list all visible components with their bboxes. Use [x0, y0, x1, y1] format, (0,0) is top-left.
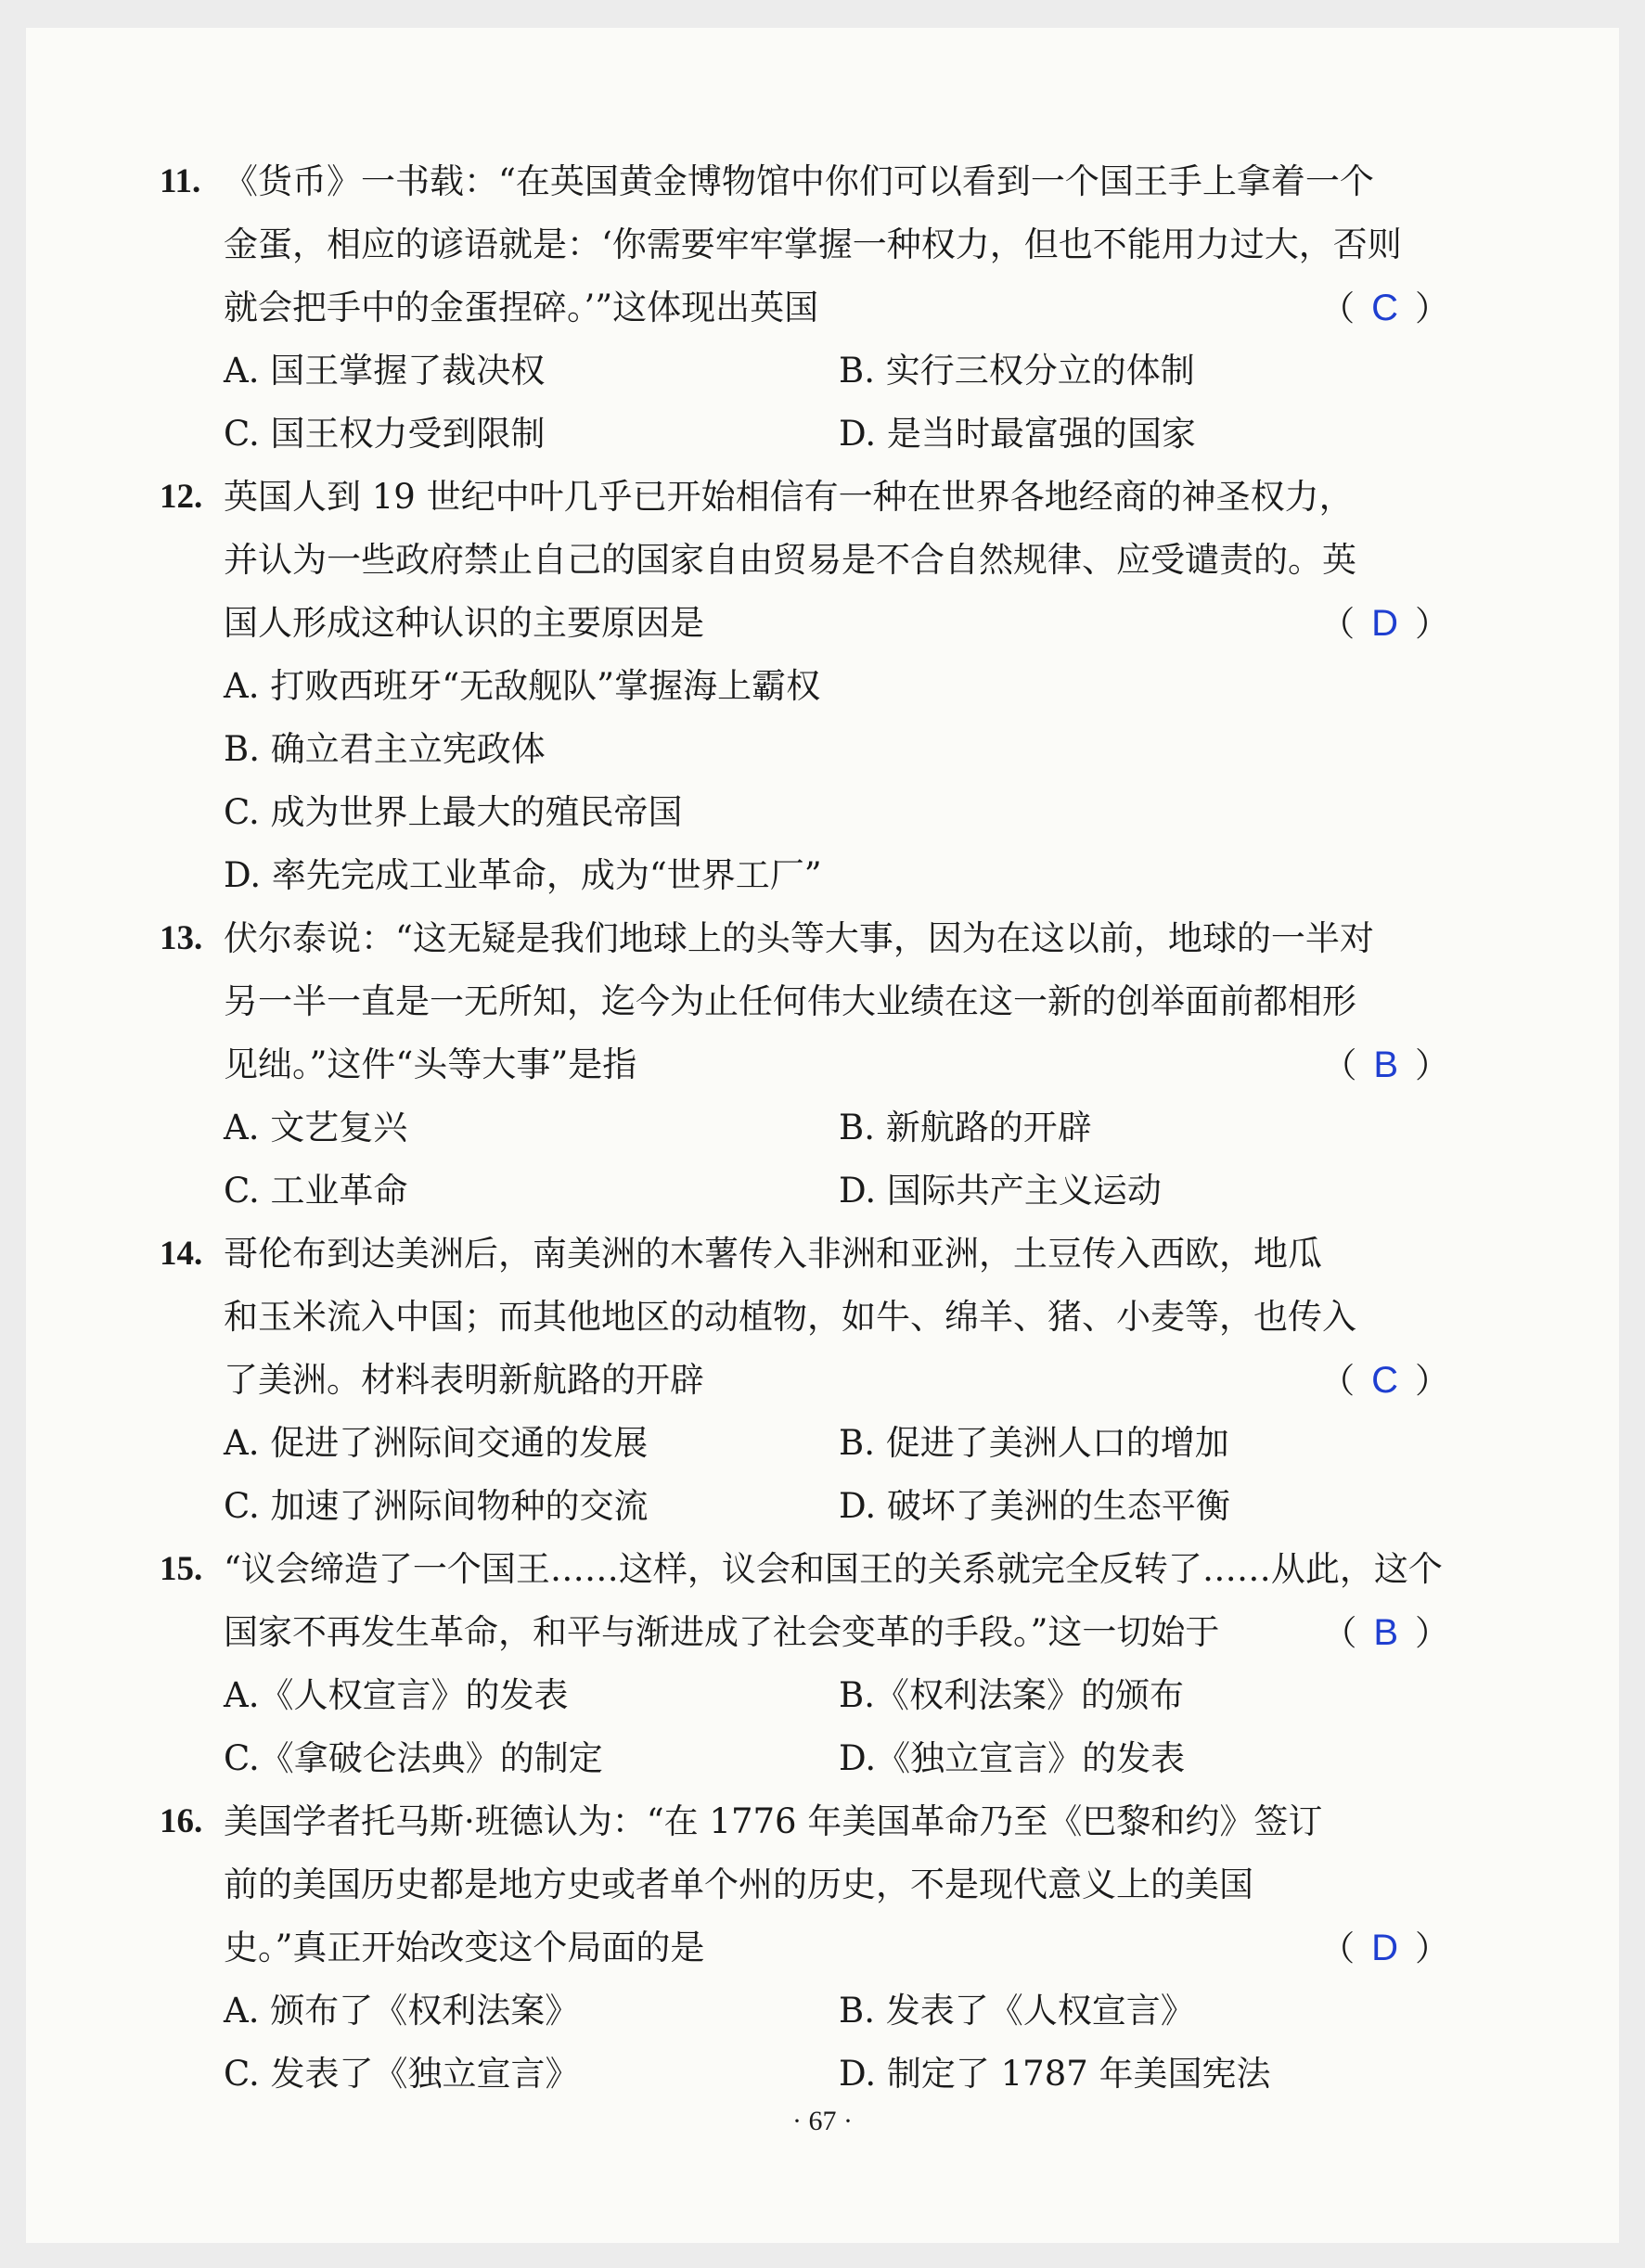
question-text-line: 和玉米流入中国；而其他地区的动植物，如牛、绵羊、猪、小麦等，也传入	[224, 1297, 1356, 1337]
page-number: · 67 ·	[792, 2106, 853, 2136]
option-d: D. 是当时最富强的国家	[839, 414, 1196, 454]
question-number: 16.	[160, 1802, 203, 1840]
option-b: B. 实行三权分立的体制	[839, 351, 1195, 391]
question-text-line: 就会把手中的金蛋捏碎。’”这体现出英国	[224, 288, 819, 327]
option-c: C. 发表了《独立宣言》	[224, 2054, 580, 2094]
question-text-line: 另一半一直是一无所知，迄今为止任何伟大业绩在这一新的创举面前都相形	[224, 981, 1356, 1021]
question-15	[160, 1538, 1449, 1790]
answer-box: （ D ）	[1320, 603, 1449, 644]
option-a: A. 打败西班牙“无敌舰队”掌握海上霸权	[224, 666, 821, 706]
option-c: C. 加速了洲际间物种的交流	[224, 1486, 649, 1526]
option-c: C. 成为世界上最大的殖民帝国	[224, 792, 683, 832]
question-text-line: 美国学者托马斯·班德认为：“在 1776 年美国革命乃至《巴黎和约》签订	[224, 1801, 1323, 1841]
option-b: B. 促进了美洲人口的增加	[839, 1423, 1229, 1463]
answer-box: （ C ）	[1320, 1360, 1449, 1401]
question-text-line: 见绌。”这件“头等大事”是指	[224, 1044, 637, 1084]
question-text-line: 了美洲。材料表明新航路的开辟	[224, 1360, 704, 1400]
option-d: D. 率先完成工业革命，成为“世界工厂”	[224, 855, 822, 895]
option-a: A. 国王掌握了裁决权	[224, 351, 546, 391]
option-c: C.《拿破仑法典》的制定	[224, 1738, 603, 1778]
answer-letter: B	[1373, 1612, 1398, 1653]
question-text-line: “议会缔造了一个国王……这样，议会和国王的关系就完全反转了……从此，这个	[224, 1549, 1443, 1589]
question-number: 13.	[160, 919, 203, 957]
question-number: 14.	[160, 1235, 203, 1273]
option-d: D. 制定了 1787 年美国宪法	[839, 2054, 1271, 2094]
question-text-line: 国人形成这种认识的主要原因是	[224, 603, 704, 643]
option-a: A. 颁布了《权利法案》	[224, 1991, 580, 2031]
option-d: D. 国际共产主义运动	[839, 1171, 1162, 1211]
question-text-line: 史。”真正开始改变这个局面的是	[224, 1928, 705, 1967]
question-text-line: 前的美国历史都是地方史或者单个州的历史，不是现代意义上的美国	[224, 1864, 1253, 1904]
option-b: B. 确立君主立宪政体	[224, 729, 546, 769]
answer-box: （ B ）	[1322, 1612, 1449, 1653]
option-b: B. 新航路的开辟	[839, 1108, 1092, 1147]
option-a: A. 促进了洲际间交通的发展	[224, 1423, 649, 1463]
question-number: 15.	[160, 1550, 203, 1588]
question-text-line: 哥伦布到达美洲后，南美洲的木薯传入非洲和亚洲，土豆传入西欧，地瓜	[224, 1234, 1322, 1274]
answer-letter: C	[1371, 288, 1398, 328]
option-c: C. 工业革命	[224, 1171, 408, 1211]
question-number: 11.	[160, 162, 201, 200]
question-11	[160, 150, 1449, 466]
answer-box: （ B ）	[1322, 1044, 1449, 1085]
answer-letter: B	[1373, 1044, 1398, 1085]
question-14	[160, 1223, 1449, 1538]
question-text-line: 伏尔泰说：“这无疑是我们地球上的头等大事，因为在这以前，地球的一半对	[224, 918, 1374, 958]
question-13	[160, 907, 1449, 1223]
answer-letter: C	[1371, 1360, 1398, 1401]
question-text-line: 英国人到 19 世纪中叶几乎已开始相信有一种在世界各地经商的神圣权力，	[224, 477, 1354, 517]
question-16	[160, 1790, 1449, 2106]
option-a: A.《人权宣言》的发表	[224, 1675, 569, 1715]
question-number: 12.	[160, 478, 203, 516]
option-d: D. 破坏了美洲的生态平衡	[839, 1486, 1230, 1526]
option-b: B. 发表了《人权宣言》	[839, 1991, 1195, 2031]
answer-box: （ D ）	[1320, 1928, 1449, 1968]
answer-letter: D	[1371, 1928, 1398, 1968]
option-a: A. 文艺复兴	[224, 1108, 408, 1147]
question-text-line: 国家不再发生革命，和平与渐进成了社会变革的手段。”这一切始于	[224, 1612, 1220, 1652]
question-text-line: 金蛋，相应的谚语就是：‘你需要牢牢掌握一种权力，但也不能用力过大，否则	[224, 224, 1402, 264]
option-b: B.《权利法案》的颁布	[839, 1675, 1184, 1715]
question-text-line: 《货币》一书载：“在英国黄金博物馆中你们可以看到一个国王手上拿着一个	[224, 161, 1374, 201]
option-d: D.《独立宣言》的发表	[839, 1738, 1186, 1778]
answer-box: （ C ）	[1320, 288, 1449, 328]
answer-letter: D	[1371, 603, 1398, 644]
option-c: C. 国王权力受到限制	[224, 414, 546, 454]
question-12	[160, 466, 1449, 907]
question-text-line: 并认为一些政府禁止自己的国家自由贸易是不合自然规律、应受谴责的。英	[224, 540, 1356, 580]
